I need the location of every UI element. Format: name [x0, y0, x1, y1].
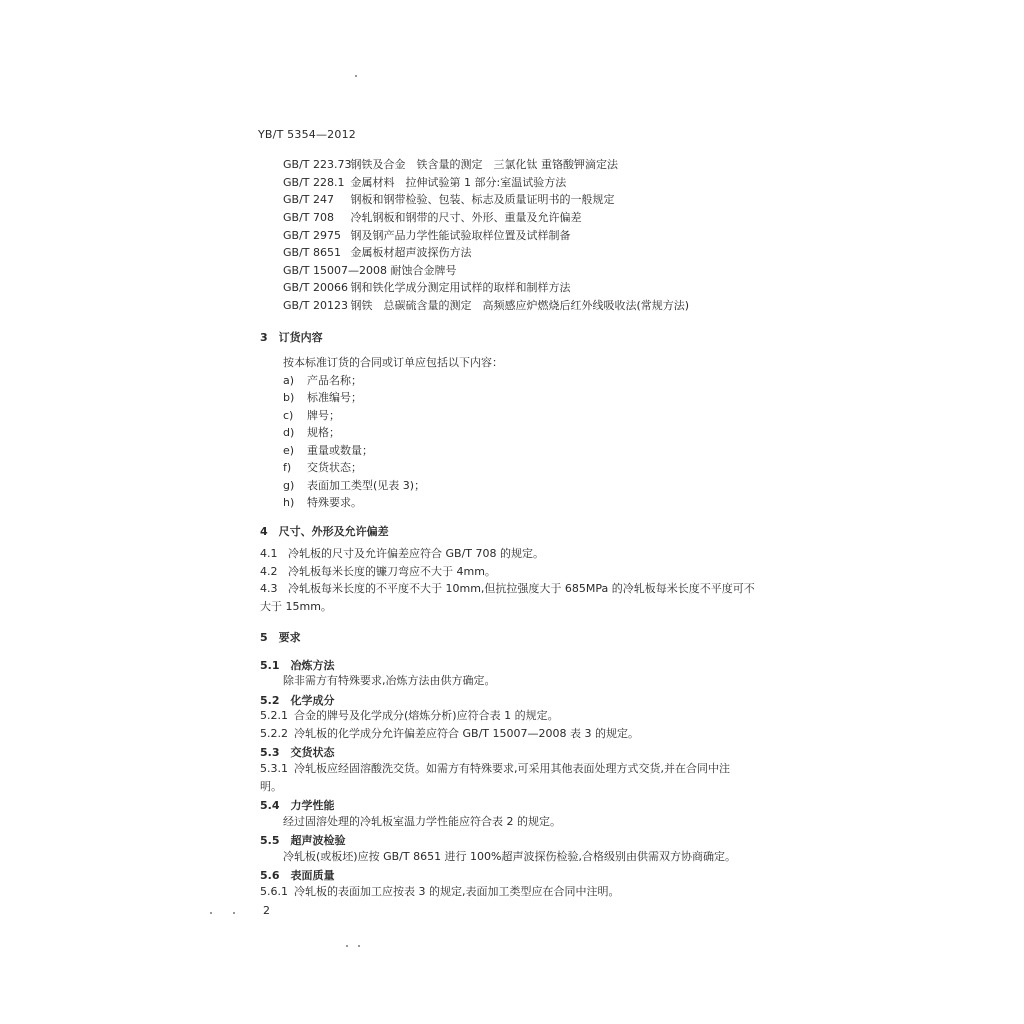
page-number: 2	[263, 904, 270, 917]
section-5-heading: 5 要求	[260, 631, 301, 644]
clause-4-1: 4.1 冷轧板的尺寸及允许偏差应符合 GB/T 708 的规定。	[260, 547, 544, 560]
reference-code: GB/T 708	[283, 211, 334, 224]
reference-code: GB/T 8651	[283, 246, 341, 259]
reference-item	[283, 176, 566, 190]
clause-4-2: 4.2 冷轧板每米长度的镰刀弯应不大于 4mm。	[260, 565, 496, 578]
reference-title: 钢和铁化学成分测定用试样的取样和制样方法	[350, 281, 571, 294]
order-list-item: e) 重量或数量；	[283, 444, 373, 457]
clause-5-2-heading: 5.2 化学成分	[260, 694, 335, 707]
scan-speck	[233, 912, 235, 914]
reference-item	[283, 211, 582, 225]
order-list-item: h) 特殊要求。	[283, 496, 362, 509]
reference-title: 耐蚀合金牌号	[390, 264, 457, 277]
clause-5-3-heading: 5.3 交货状态	[260, 746, 335, 759]
clause-4-3: 4.3 冷轧板每米长度的不平度不大于 10mm,但抗拉强度大于 685MPa 的冷轧板每米长度不平度可不	[260, 582, 755, 595]
clause-5-2-1: 5.2.1 合金的牌号及化学成分(熔炼分析)应符合表 1 的规定。	[260, 709, 559, 722]
section-4-heading: 4 尺寸、外形及允许偏差	[260, 525, 389, 538]
reference-title: 金属板材超声波探伤方法	[350, 246, 472, 259]
clause-5-1-heading: 5.1 冶炼方法	[260, 659, 335, 672]
scan-speck	[346, 945, 348, 947]
clause-5-5-heading: 5.5 超声波检验	[260, 834, 346, 847]
reference-code: GB/T 20123	[283, 299, 348, 312]
reference-code: GB/T 20066	[283, 281, 348, 294]
clause-5-4-heading: 5.4 力学性能	[260, 799, 335, 812]
reference-item	[283, 229, 571, 243]
clause-5-2-2: 5.2.2 冷轧板的化学成分允许偏差应符合 GB/T 15007—2008 表 3 的规定。	[260, 727, 639, 740]
clause-4-3-cont: 大于 15mm。	[260, 600, 332, 613]
clause-5-6-heading: 5.6 表面质量	[260, 869, 335, 882]
reference-title: 金属材料 拉伸试验第 1 部分:室温试验方法	[350, 176, 567, 189]
order-list-item: g) 表面加工类型(见表 3)；	[283, 479, 426, 492]
clause-5-1-text: 除非需方有特殊要求,冶炼方法由供方确定。	[283, 674, 496, 687]
reference-code: GB/T 2975	[283, 229, 341, 242]
reference-item	[283, 158, 618, 172]
reference-code: GB/T 247	[283, 193, 334, 206]
reference-code: GB/T 223.73	[283, 158, 352, 171]
reference-title: 钢铁及合金 铁含量的测定 三氯化钛 重铬酸钾滴定法	[350, 158, 618, 171]
clause-5-3-1: 5.3.1 冷轧板应经固溶酸洗交货。如需方有特殊要求,可采用其他表面处理方式交货,并在合同中注	[260, 762, 730, 775]
reference-title: 冷轧钢板和钢带的尺寸、外形、重量及允许偏差	[350, 211, 582, 224]
order-list-item: b) 标准编号；	[283, 391, 362, 404]
scan-speck	[210, 912, 212, 914]
clause-5-6-1: 5.6.1 冷轧板的表面加工应按表 3 的规定,表面加工类型应在合同中注明。	[260, 885, 620, 898]
section-3-heading: 3 订货内容	[260, 331, 323, 344]
scan-speck	[358, 945, 360, 947]
clause-5-4-text: 经过固溶处理的冷轧板室温力学性能应符合表 2 的规定。	[283, 815, 561, 828]
order-list-item: a) 产品名称；	[283, 374, 362, 387]
reference-title: 钢板和钢带检验、包装、标志及质量证明书的一般规定	[350, 193, 615, 206]
reference-item	[283, 246, 472, 260]
reference-title: 钢铁 总碳硫含量的测定 高频感应炉燃烧后红外线吸收法(常规方法)	[350, 299, 690, 312]
reference-item	[283, 299, 689, 313]
reference-code: GB/T 15007—2008	[283, 264, 387, 277]
document-code-header: YB/T 5354—2012	[258, 128, 356, 141]
order-list-item: c) 牌号；	[283, 409, 340, 422]
scan-speck	[355, 75, 357, 77]
order-list-item: d) 规格；	[283, 426, 340, 439]
order-list-item: f) 交货状态；	[283, 461, 362, 474]
reference-item	[283, 281, 571, 295]
reference-title: 钢及钢产品力学性能试验取样位置及试样制备	[350, 229, 571, 242]
clause-5-3-1-cont: 明。	[260, 780, 282, 793]
reference-code: GB/T 228.1	[283, 176, 345, 189]
clause-5-5-text: 冷轧板(或板坯)应按 GB/T 8651 进行 100%超声波探伤检验,合格级别由供需双方协商确定。	[283, 850, 737, 863]
reference-item	[283, 193, 615, 207]
section-3-intro: 按本标准订货的合同或订单应包括以下内容：	[283, 356, 503, 369]
reference-item	[283, 264, 457, 278]
